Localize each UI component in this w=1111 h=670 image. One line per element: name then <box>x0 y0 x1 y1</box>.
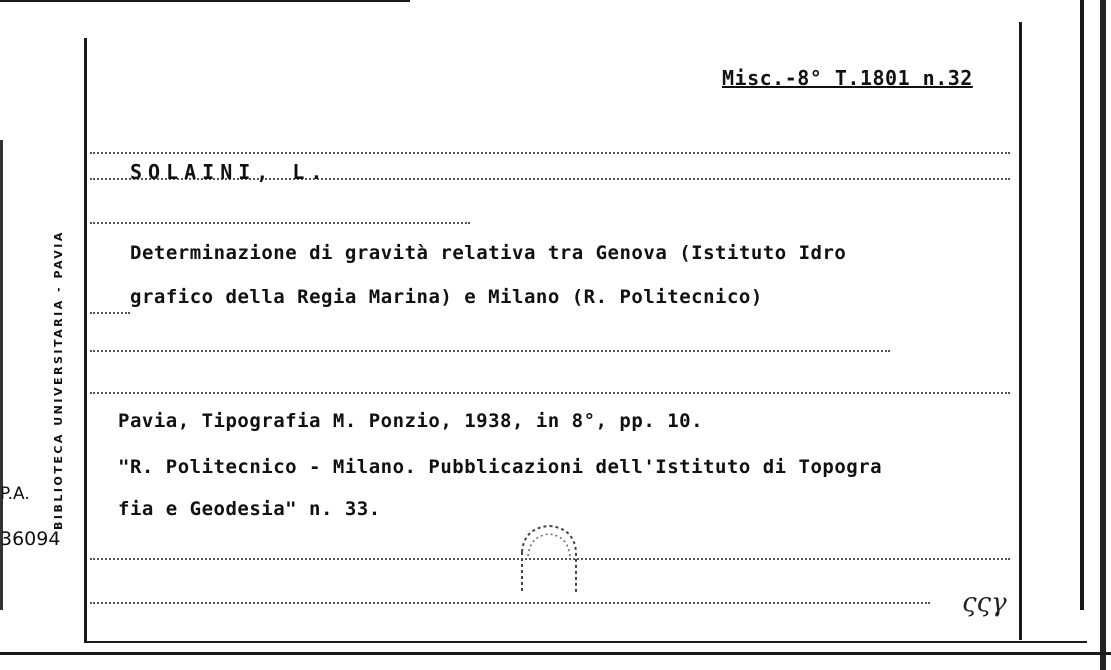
right-margin-rule <box>1019 22 1022 640</box>
scan-edge <box>1100 0 1106 670</box>
title-line-2: grafico della Regia Marina) e Milano (R. Politecnico) <box>130 286 763 308</box>
series-line-1: "R. Politecnico - Milano. Pubblicazioni dell'Istituto di Topogra <box>118 456 883 478</box>
imprint-line: Pavia, Tipografia M. Ponzio, 1938, in 8°, pp. 10. <box>118 410 704 432</box>
series-line-2: fia e Geodesia" n. 33. <box>118 498 381 520</box>
punch-hole-mark <box>514 522 584 598</box>
guide-line <box>90 350 890 352</box>
guide-line <box>90 392 1010 394</box>
shelfmark-line-2: 36094 <box>0 528 61 550</box>
library-spine-label: BIBLIOTECA UNIVERSITARIA - PAVIA <box>52 230 65 530</box>
shelfmark-line-1: P.A. <box>0 484 30 504</box>
guide-line <box>90 312 130 314</box>
top-border <box>0 0 410 2</box>
catalog-reference: Misc.-8° T.1801 n.32 <box>722 66 973 90</box>
author-heading: SOLAINI, L. <box>130 160 329 184</box>
bottom-rule <box>87 641 1087 643</box>
guide-line <box>90 152 1010 154</box>
card-edge-line <box>1080 0 1084 610</box>
guide-line <box>90 602 930 604</box>
guide-line <box>90 222 470 224</box>
title-line-1: Determinazione di gravità relativa tra Genova (Istituto Idro <box>130 242 847 264</box>
bottom-border <box>0 652 1111 655</box>
handwritten-note: ςςγ <box>962 588 1007 618</box>
left-margin-rule <box>84 38 87 643</box>
